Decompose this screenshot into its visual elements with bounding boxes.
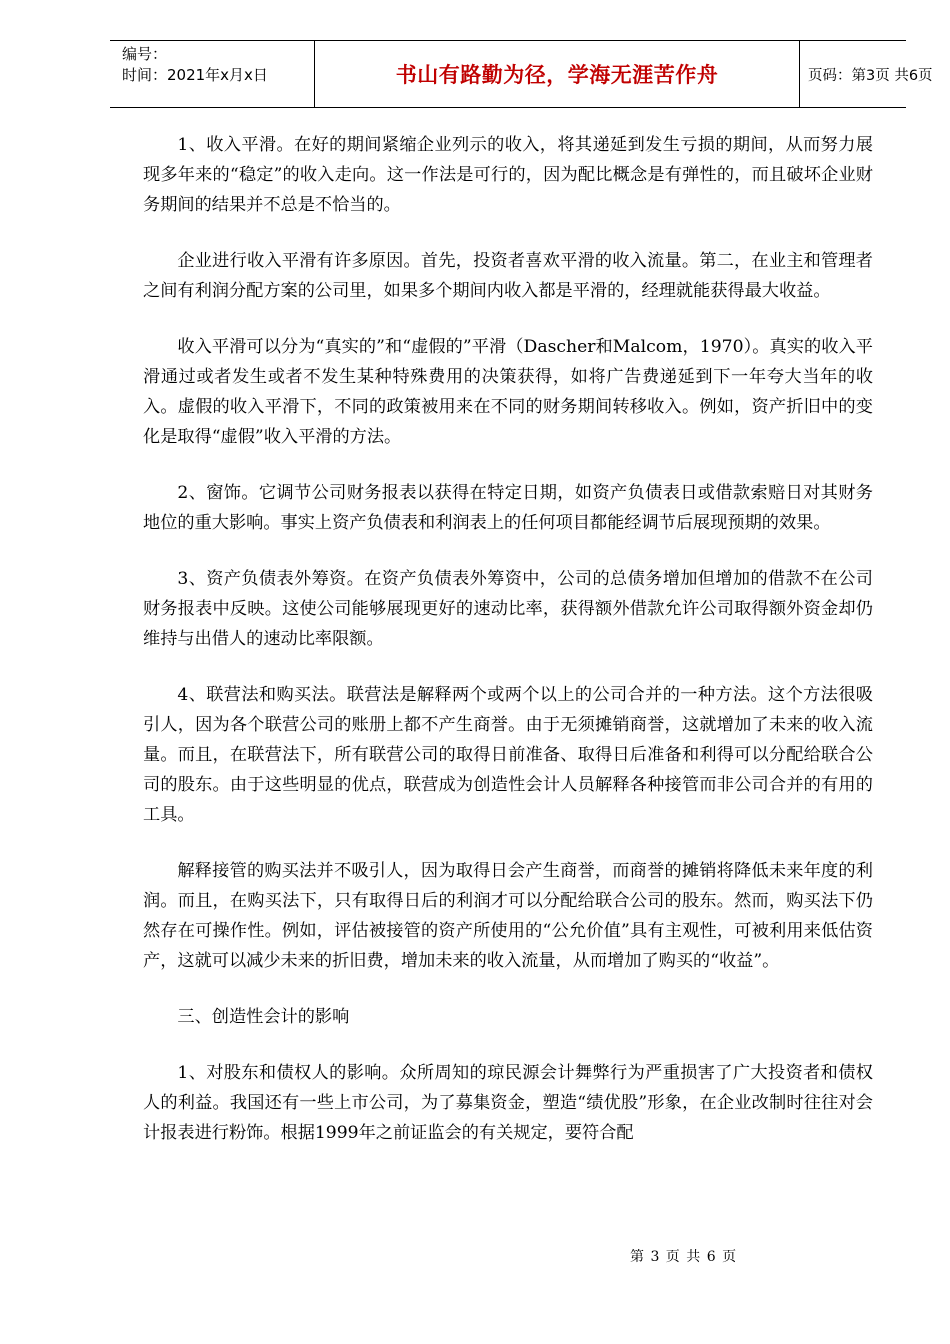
paragraph-off-balance-sheet: 3、资产负债表外筹资。在资产负债表外筹资中，公司的总债务增加但增加的借款不在公司财务报表中反映。这使公司能够展现更好的速动比率，获得额外借款允许公司取得额外资金却仍维持与出借人的速动比率限额。 [143,569,873,649]
page-header [110,40,933,108]
header-meta [110,41,315,107]
document-number-label: 编号： [122,45,168,63]
header-motto: 书山有路勤为径，学海无涯苦作舟 [315,41,800,107]
paragraph-shareholder-impact: 1、对股东和债权人的影响。众所周知的琼民源会计舞弊行为严重损害了广大投资者和债权人的利益。我国还有一些上市公司，为了募集资金，塑造“绩优股”形象，在企业改制时往往对会计报表进行粉饰。根据1999年之前证监会的有关规定，要符合配 [143,1063,873,1143]
document-body [143,130,873,1148]
header-page-number: 页码：第3页 共6页 [808,67,933,84]
section-heading-impact: 三、创造性会计的影响 [177,1007,350,1027]
document-time-label: 时间：2021年x月x日 [122,66,268,84]
paragraph-income-smoothing: 1、收入平滑。在好的期间紧缩企业列示的收入，将其递延到发生亏损的期间，从而努力展现多年来的“稳定”的收入走向。这一作法是可行的，因为配比概念是有弹性的，而且破坏企业财务期间的结果并不总是不恰当的。 [143,135,873,215]
paragraph-real-vs-artificial: 收入平滑可以分为“真实的”和“虚假的”平滑（Dascher和Malcom，1970）。真实的收入平滑通过或者发生或者不发生某种特殊费用的决策获得，如将广告费递延到下一年夸大当年的收入。虚假的收入平滑下，不同的政策被用来在不同的财务期间转移收入。例如，资产折旧中的变化是取得“虚假”收入平滑的方法。 [143,337,873,447]
paragraph-window-dressing: 2、窗饰。它调节公司财务报表以获得在特定日期，如资产负债表日或借款索赔日对其财务地位的重大影响。事实上资产负债表和利润表上的任何项目都能经调节后展现预期的效果。 [143,483,873,533]
paragraph-pooling-purchase: 4、联营法和购买法。联营法是解释两个或两个以上的公司合并的一种方法。这个方法很吸引人，因为各个联营公司的账册上都不产生商誉。由于无须摊销商誉，这就增加了未来的收入流量。而且，在联营法下，所有联营公司的取得日前准备、取得日后准备和利得可以分配给联合公司的股东。由于这些明显的优点，联营成为创造性会计人员解释各种接管而非公司合并的有用的工具。 [143,685,873,825]
page-footer: 第 3 页 共 6 页 [630,1249,738,1265]
paragraph-purchase-method: 解释接管的购买法并不吸引人，因为取得日会产生商誉，而商誉的摊销将降低未来年度的利润。而且，在购买法下，只有取得日后的利润才可以分配给联合公司的股东。然而，购买法下仍然存在可操作性。例如，评估被接管的资产所使用的“公允价值”具有主观性，可被利用来低估资产，这就可以减少未来的折旧费，增加未来的收入流量，从而增加了购买的“收益”。 [143,861,873,971]
paragraph-smoothing-reasons: 企业进行收入平滑有许多原因。首先，投资者喜欢平滑的收入流量。第二，在业主和管理者之间有利润分配方案的公司里，如果多个期间内收入都是平滑的，经理就能获得最大收益。 [143,251,873,301]
